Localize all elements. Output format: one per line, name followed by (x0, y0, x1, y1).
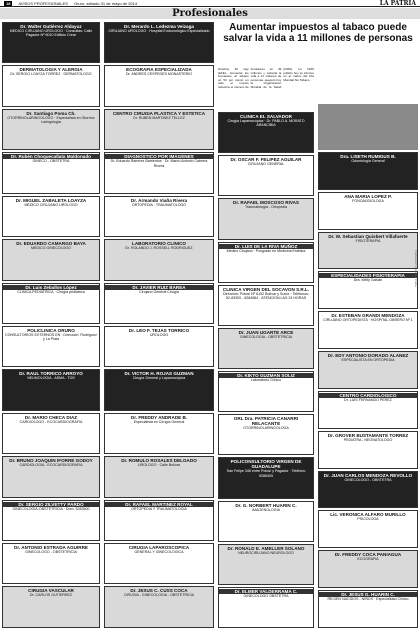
classified-ad (104, 543, 214, 584)
ad-title: Dr. GROVER BUSTAMANTE TORREZ (327, 432, 409, 438)
ad-title: Dr. OSCAR F. FELIPEZ AGUILAR (230, 157, 302, 163)
classified-ad (2, 239, 100, 280)
ad-title: Dr. RAUL TORRICO ARROYO (19, 371, 83, 377)
ad-title: Dra. LISETH RUMIGUS B. (340, 154, 396, 159)
classified-ad (218, 112, 314, 153)
ad-body: San Felipe 346 entre Potosí y Pagador · Teléfono 5286309 (226, 469, 306, 478)
classified-ad (318, 590, 418, 628)
ad-body: UROLOGO (149, 332, 169, 337)
classified-ad (104, 22, 214, 63)
ad-title: ECOGRAFIA ESPECIALIZADA (126, 67, 192, 73)
classified-ad (2, 543, 100, 584)
page-header (0, 0, 420, 7)
classified-ad (2, 22, 100, 63)
ad-title: DIAGNOSTICO POR IMAGENES (105, 154, 213, 159)
classified-ad (318, 192, 418, 230)
ad-title: CLINICA VIRGEN DEL SOCAVON S.R.L. (222, 286, 310, 292)
ad-body: GINECOLOGIA-OBSTETRICIA · Dom. 5283500 (12, 506, 90, 511)
ad-body: PSICOLOGA (357, 517, 379, 522)
ad-title: Lic. VERONICA ALFARO MURILLO (330, 512, 406, 518)
ad-body: OTORRINOLARINGOLOGA (243, 426, 289, 431)
ad-body: FISIOTERAPIA (355, 238, 381, 243)
ad-title: Dr. Rubén Choquecallata Maldonado (3, 154, 99, 159)
ad-body: RECIEN NACIDOS - NIÑOS · Especialidad Clínico (327, 597, 409, 602)
ad-body: Dr. RUBEN MARTINEZ TELLEZ (133, 115, 185, 120)
classified-ad (218, 501, 314, 542)
classified-ad (218, 371, 314, 412)
ad-body: ECOGRAFIA (357, 557, 379, 562)
ad-body: CONSULTORIOS EXTERNOS EN · Dirección: Rodríguez y La Plata (5, 332, 97, 342)
ad-body: NEUROCIRUJANO NEUROLOGO (238, 550, 294, 555)
classified-ad (2, 109, 100, 150)
ad-body: UROLOGO · Calle Bolívar (138, 463, 180, 468)
classified-ad (318, 510, 418, 548)
ad-title: Dr. LEO F. TEJAS TORRICO (128, 327, 190, 333)
ad-body: Dr. CARLOS GUTIERREZ (29, 593, 73, 598)
ad-title: Dr. JESUS G. HUARIN C. (319, 592, 417, 597)
classified-ad (2, 413, 100, 454)
classified-ad (104, 456, 214, 497)
ad-body: CIRUJANO GENERAL (247, 162, 285, 167)
issue-date: Oruro, sábado 31 de mayo de 2014 (73, 0, 138, 6)
ad-body: Odontología General (351, 159, 385, 163)
ad-title: Dr. EDUARDO CAMARGO BAYA (16, 241, 86, 247)
classified-ad (318, 471, 418, 509)
ad-title: Dr. Merardo L. Ledezma Veizaga (124, 24, 194, 29)
ad-title: CIRUGIA LAPAROSCOPICA (128, 545, 190, 551)
ad-title: POLICLINICA ORURO (27, 327, 75, 333)
classified-ad (218, 285, 314, 326)
ad-body: Cirugía Laparoscópica · Dr. PABLO A. MORATO ARANCIBIA (227, 119, 305, 128)
ad-body: Traumatología - Ortopedia (244, 205, 287, 210)
ad-title: Dr. BRUNO JOAQUIN IFORRE GODOY (9, 458, 93, 464)
classified-ad (318, 311, 418, 349)
classified-ad (104, 500, 214, 541)
ad-body: GINECO - OBSTETRA (32, 159, 70, 164)
classified-ad (2, 456, 100, 497)
newspaper-brand: LA PATRIA (379, 0, 416, 7)
classified-ad (104, 326, 214, 367)
ad-title: Dr. KIKTO GUZMAN SOLIZ (219, 373, 313, 378)
ad-title: Dr. RONALD E. AMELLER SOLANO (227, 545, 305, 551)
ad-body: GINECOLOGO - OBSTETRA (344, 477, 392, 482)
ad-title: Dr. G. NORBERT HUARIN C. (235, 502, 297, 508)
ad-body: Laboratorio Clínico (250, 378, 282, 383)
classified-ad (104, 109, 214, 150)
classified-ad (218, 242, 314, 283)
ad-body: FONOAUDIOLOGA (352, 198, 384, 203)
ad-title: CENTRO CIRUGIA PLASTICA Y ESTETICA (112, 110, 206, 116)
classified-ad (218, 198, 314, 239)
classified-ad (218, 457, 314, 498)
ads-column-4 (318, 22, 418, 628)
section-name: AVISOS PROFESIONALES (18, 0, 68, 6)
classified-ad (104, 239, 214, 280)
ad-body: CIRUGIA - GINECOLOGIA - OBSTETRICIA (123, 593, 195, 598)
ad-title: Dr. ROMULO ROSALES DELGADO (121, 458, 197, 464)
ad-body: NEUMOLOGIA - ASMA - TOS (27, 376, 75, 381)
ad-body: PEDIATRA - NEONATOLOGO (343, 437, 393, 442)
ad-title: Dr. JUAN UGARTE ARCE (238, 329, 294, 335)
ad-title: Dr. Walter Gutiérrez Aldayuz (20, 24, 82, 29)
ad-title: Dr. W. Sebastian Quisbert Villafuerte (328, 233, 408, 239)
ad-body: MEDICO GINECOLOGO (31, 246, 71, 251)
ad-title: Dr. MARIO CHECA DIAZ (24, 414, 78, 420)
ads-column-2 (104, 22, 214, 628)
ad-title: Dr. SERGIO ZILVETTY PARDO (3, 502, 99, 507)
ad-title: CIRUGIA VASCULAR (28, 588, 74, 594)
ad-body: MEDICO CIRUJANO UROLOGO (24, 202, 78, 207)
classified-ad (218, 414, 314, 455)
ad-title: Dr. LUIS DE LA RIVA MUÑOZ (219, 244, 313, 249)
ad-body: GINECOLOGO OBSTETRA (243, 593, 289, 598)
section-masthead (0, 8, 420, 19)
classified-ad (104, 586, 214, 627)
classified-ad (2, 500, 100, 541)
ad-body: ESPECIALISTA EN ORTOPEDIA (341, 358, 395, 363)
ad-title: LABORATORIO CLINICO (132, 241, 186, 247)
classified-ad (318, 391, 418, 429)
ad-body: CIRUJANO UROLOGO · Hospital Endourológico Especializado (108, 29, 210, 33)
ads-column-3 (218, 112, 314, 628)
classified-ad (104, 369, 214, 410)
ad-body: ORTOPEDIA - TRAUMATOLOGO (131, 202, 187, 207)
ad-title: ANA MARIA LOPEZ P. (344, 193, 392, 199)
news-article: Ginebra, 30 may (EFE).- Aumentar los impuestos al tabaco un 50 por ciento en todo el mundo reduciría el número de fumadores en 49 millones y salvaría la vida a 11 millones de personas, aseguró hoy la Organización Mundial de la Salud (OMS). La OMS publicó hoy su informe en el marco del Día Mundial Sin Tabaco. (218, 67, 314, 89)
ad-title: Dr. RAFAEL MARTINEZ ROYAL (105, 502, 213, 507)
classified-ad (104, 413, 214, 454)
ad-title: ESPECIALIDADES FISIOTERAPIA (319, 273, 417, 278)
ad-body: CLINICA PEDIATRICA · Cirugía pediátrica (17, 289, 85, 294)
ad-body: Dr. Eduardo Ramírez Barrientos · Dr. Marco Antonio Cabrera Rivera (110, 159, 208, 168)
ad-title: Dr. FREDDY ANDRADE B. (130, 414, 188, 420)
classified-ad (318, 271, 418, 309)
ad-title: Dr. JUAN CARLOS MENDOZA REVOLLO (323, 472, 413, 478)
classified-ad (2, 586, 100, 627)
ad-title: Dr. Armando Viaña Rivera (130, 197, 188, 203)
ad-body: GINECOLOGIA - OBSTETRICIA (239, 334, 293, 339)
ad-title: Dr. JESUS C. CUSS COCA (130, 588, 188, 594)
classified-ad (218, 155, 314, 196)
ad-title: Dr. Santiago Poma Ch. (26, 110, 76, 116)
ad-title: CENTRO CARDIOLOGICO (319, 393, 417, 398)
ad-body: Dr. ROLANDO J. ROSSELL RODRIGUEZ (125, 246, 193, 251)
ad-body: Cirugía General y Laparoscópica (132, 376, 186, 381)
ad-title: Dr. MIGUEL ZABALETA LOAYZA (15, 197, 87, 203)
classified-ad (2, 326, 100, 367)
ad-body: MEDICO CIRUJANO UROLOGO · Consultas: Calle Pagador Nº 6010 Edificio Crear (9, 29, 93, 38)
ad-body: CARDIOLOGO - ECOCARDIOGRAFIA (19, 419, 83, 424)
classified-ad (104, 152, 214, 193)
classified-ad (318, 550, 418, 588)
ad-title: Dr. ANTONIO ESTRADA AGUIRRE (14, 545, 88, 551)
ad-title: Dr. ESTEBAN GRANDI MENDOZA (331, 313, 405, 319)
ad-title: Dr. ELMER VALDERRAMA C. (219, 589, 313, 594)
ad-title: Dr. RAFAEL MOSCOSO RIVAS (233, 200, 299, 206)
classified-ad (104, 196, 214, 237)
ad-title: CLINICA EL SALVADOR (240, 114, 292, 119)
ad-body: Cirujano General Cirugía (139, 289, 179, 294)
classified-ad (318, 152, 418, 190)
classified-ad (218, 544, 314, 585)
watermark-text: Publicación digital La Patria (414, 250, 418, 287)
ad-body: Dr. LUIS FERNANDO PEREZ (344, 397, 392, 402)
section-title: Profesionales (172, 8, 248, 19)
ad-body: Dr. ANDRES CESPEDES MONASTERIO (125, 72, 193, 77)
ad-body: OTORRINOLARINGOLOGO · Especialista en Otorrino Laringología (7, 115, 95, 125)
ad-title: Dr. EDY ANTONIO DORADO ALANEZ (327, 353, 409, 359)
classified-ad (218, 328, 314, 369)
ad-body: Especialista en Cirugía General (133, 419, 185, 424)
ad-body: ORTOPEDIA Y TRAUMATOLOGIA (131, 506, 187, 511)
classified-ad (2, 283, 100, 324)
ad-body: Médico Cirujano · Posgrado en Medicina Estética (226, 248, 306, 253)
classified-ad (2, 65, 100, 106)
ad-body: Dra. Melly Galván (353, 278, 383, 283)
ad-title: DERMATOLOGIA Y ALERGIA (19, 67, 83, 73)
ad-body: CARDIOLOGIA - ECOCARDIOGRAFIA (19, 463, 83, 468)
ad-body: CIRUJANO ORTOPEDISTA · HOSPITAL OBRERO Nº 1 (323, 318, 413, 323)
news-headline: Aumentar impuestos al tabaco puede salvar la vida a 11 millones de personas (223, 22, 413, 44)
ad-body: IMAGENOLOGIA (252, 507, 280, 512)
ad-title: Dr. Luis Zeballos López (3, 285, 99, 290)
ad-title: Dr. VICTOR H. ROJAS GUZMAN (124, 371, 194, 377)
classified-ad (2, 369, 100, 410)
page-number: 18 (6, 0, 11, 6)
ad-body: GINECOLOGO - OBSTETRICIA (25, 550, 77, 555)
classified-ad (2, 152, 100, 193)
ad-body: GENERAL Y GINECOLOGICA (134, 550, 184, 555)
classified-ad (218, 587, 314, 628)
classified-ad (318, 431, 418, 469)
ad-body: Dr. SERGIO LOAYZA TORREZ · DERMATOLOGO (10, 72, 92, 77)
classified-ad (104, 283, 214, 324)
ad-title: ORL Dra. PATRICIA CANARRI RELACANTE (233, 416, 299, 427)
ad-title: POLICONSULTORIO VIRGEN DE GUADALUPE (230, 459, 302, 470)
classified-ad (2, 196, 100, 237)
classified-ad (104, 65, 214, 106)
classified-ad (318, 232, 418, 270)
ad-title: Dr. FREDDY COCA PANIAGUA (334, 552, 402, 558)
ads-column-1 (2, 22, 100, 628)
ad-title: Dr. JAVIER RUIZ BAREA (105, 285, 213, 290)
classified-ad (318, 351, 418, 389)
ad-body: Dirección: Potosí Nº 6152 Bolívar y Sucre · Teléfonos: 52-83300 - 5284564 · ATENCION LAS 24 HORAS (223, 291, 309, 301)
